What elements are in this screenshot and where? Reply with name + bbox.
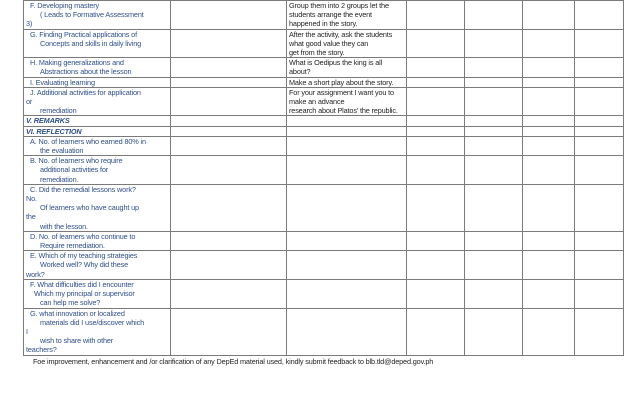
empty-cell bbox=[523, 136, 575, 155]
empty-cell bbox=[523, 184, 575, 231]
empty-cell bbox=[523, 116, 575, 126]
empty-cell bbox=[407, 279, 465, 308]
empty-cell bbox=[465, 184, 523, 231]
table-row bbox=[24, 308, 624, 355]
empty-cell bbox=[171, 231, 287, 250]
empty-cell bbox=[171, 279, 287, 308]
empty-cell bbox=[171, 58, 287, 77]
section-row bbox=[24, 126, 624, 136]
empty-cell bbox=[575, 1, 624, 30]
empty-cell bbox=[465, 279, 523, 308]
row-label-additional-activities: J. Additional activities for application or remediation bbox=[24, 87, 171, 116]
row-text: After the activity, ask the students what good value they can get from the story. bbox=[287, 29, 407, 58]
empty-cell bbox=[575, 29, 624, 58]
empty-cell bbox=[523, 126, 575, 136]
row-text: Group them into 2 groups let the students arrange the event happened in the story. bbox=[287, 1, 407, 30]
empty-cell bbox=[171, 156, 287, 185]
empty-cell bbox=[407, 231, 465, 250]
empty-cell bbox=[407, 116, 465, 126]
empty-cell bbox=[407, 77, 465, 87]
empty-cell bbox=[523, 279, 575, 308]
empty-cell bbox=[407, 136, 465, 155]
empty-cell bbox=[465, 77, 523, 87]
empty-cell bbox=[523, 231, 575, 250]
empty-cell bbox=[171, 184, 287, 231]
empty-cell bbox=[465, 136, 523, 155]
table-row bbox=[24, 87, 624, 116]
row-label-developing-mastery: F. Developing mastery ( Leads to Formative Assessment 3) bbox=[24, 1, 171, 30]
empty-cell bbox=[465, 58, 523, 77]
empty-cell bbox=[171, 251, 287, 280]
empty-cell bbox=[171, 116, 287, 126]
empty-cell bbox=[171, 29, 287, 58]
table-row bbox=[24, 251, 624, 280]
empty-cell bbox=[407, 29, 465, 58]
row-label-remedial-lessons: C. Did the remedial lessons work? No. Of learners who have caught up the with the lesson. bbox=[24, 184, 171, 231]
row-label-teaching-strategies: E. Which of my teaching strategies Worked well? Why did these work? bbox=[24, 251, 171, 280]
section-heading-reflection: VI. REFLECTION bbox=[24, 126, 171, 136]
lesson-plan-table bbox=[23, 0, 624, 356]
table-row bbox=[24, 1, 624, 30]
empty-cell bbox=[171, 136, 287, 155]
empty-cell bbox=[287, 308, 407, 355]
table-row bbox=[24, 77, 624, 87]
empty-cell bbox=[287, 156, 407, 185]
table-row bbox=[24, 136, 624, 155]
empty-cell bbox=[287, 251, 407, 280]
row-label-evaluating-learning: I. Evaluating learning bbox=[24, 77, 171, 87]
empty-cell bbox=[575, 126, 624, 136]
row-label-continue-remediation: D. No. of learners who continue to Require remediation. bbox=[24, 231, 171, 250]
empty-cell bbox=[465, 308, 523, 355]
empty-cell bbox=[407, 251, 465, 280]
empty-cell bbox=[575, 308, 624, 355]
empty-cell bbox=[465, 116, 523, 126]
empty-cell bbox=[407, 58, 465, 77]
table-row bbox=[24, 279, 624, 308]
empty-cell bbox=[171, 1, 287, 30]
empty-cell bbox=[575, 156, 624, 185]
empty-cell bbox=[575, 87, 624, 116]
empty-cell bbox=[523, 251, 575, 280]
row-label-innovation: G. what innovation or localized materials did I use/discover which I wish to share with other teachers? bbox=[24, 308, 171, 355]
empty-cell bbox=[523, 77, 575, 87]
empty-cell bbox=[407, 184, 465, 231]
empty-cell bbox=[523, 29, 575, 58]
empty-cell bbox=[465, 251, 523, 280]
row-label-generalizations: H. Making generalizations and Abstractions about the lesson bbox=[24, 58, 171, 77]
empty-cell bbox=[575, 251, 624, 280]
empty-cell bbox=[575, 77, 624, 87]
table-row bbox=[24, 231, 624, 250]
empty-cell bbox=[287, 126, 407, 136]
empty-cell bbox=[523, 156, 575, 185]
empty-cell bbox=[523, 58, 575, 77]
empty-cell bbox=[465, 156, 523, 185]
empty-cell bbox=[465, 126, 523, 136]
empty-cell bbox=[287, 184, 407, 231]
row-label-learners-80-percent: A. No. of learners who earned 80% in the evaluation bbox=[24, 136, 171, 155]
empty-cell bbox=[171, 126, 287, 136]
row-text: Make a short play about the story. bbox=[287, 77, 407, 87]
row-label-difficulties: F. What difficulties did I encounter Which my principal or supervisor can help me solve? bbox=[24, 279, 171, 308]
empty-cell bbox=[523, 1, 575, 30]
empty-cell bbox=[171, 87, 287, 116]
empty-cell bbox=[287, 136, 407, 155]
table-row bbox=[24, 29, 624, 58]
empty-cell bbox=[575, 116, 624, 126]
empty-cell bbox=[171, 308, 287, 355]
empty-cell bbox=[575, 231, 624, 250]
empty-cell bbox=[287, 231, 407, 250]
empty-cell bbox=[287, 116, 407, 126]
empty-cell bbox=[465, 1, 523, 30]
table-row bbox=[24, 156, 624, 185]
empty-cell bbox=[575, 279, 624, 308]
table-row bbox=[24, 58, 624, 77]
empty-cell bbox=[465, 87, 523, 116]
section-row bbox=[24, 116, 624, 126]
row-label-require-activities: B. No. of learners who require additional activities for remediation. bbox=[24, 156, 171, 185]
row-label-practical-applications: G. Finding Practical applications of Concepts and skills in daily living bbox=[24, 29, 171, 58]
empty-cell bbox=[171, 77, 287, 87]
section-heading-remarks: V. REMARKS bbox=[24, 116, 171, 126]
empty-cell bbox=[523, 87, 575, 116]
empty-cell bbox=[407, 87, 465, 116]
feedback-footer: Foe improvement, enhancement and /or clarification of any DepEd material used, kindly submit feedback to blb.tld@deped.gov.ph bbox=[33, 356, 434, 366]
empty-cell bbox=[465, 29, 523, 58]
empty-cell bbox=[407, 1, 465, 30]
empty-cell bbox=[575, 136, 624, 155]
row-text: For your assignment I want you to make an advance research about Platos' the republic. bbox=[287, 87, 407, 116]
empty-cell bbox=[407, 156, 465, 185]
table-row bbox=[24, 184, 624, 231]
empty-cell bbox=[287, 279, 407, 308]
lesson-plan-sheet bbox=[23, 0, 623, 356]
empty-cell bbox=[407, 308, 465, 355]
empty-cell bbox=[465, 231, 523, 250]
empty-cell bbox=[575, 184, 624, 231]
empty-cell bbox=[407, 126, 465, 136]
empty-cell bbox=[575, 58, 624, 77]
empty-cell bbox=[523, 308, 575, 355]
row-text: What is Oedipus the king is all about? bbox=[287, 58, 407, 77]
